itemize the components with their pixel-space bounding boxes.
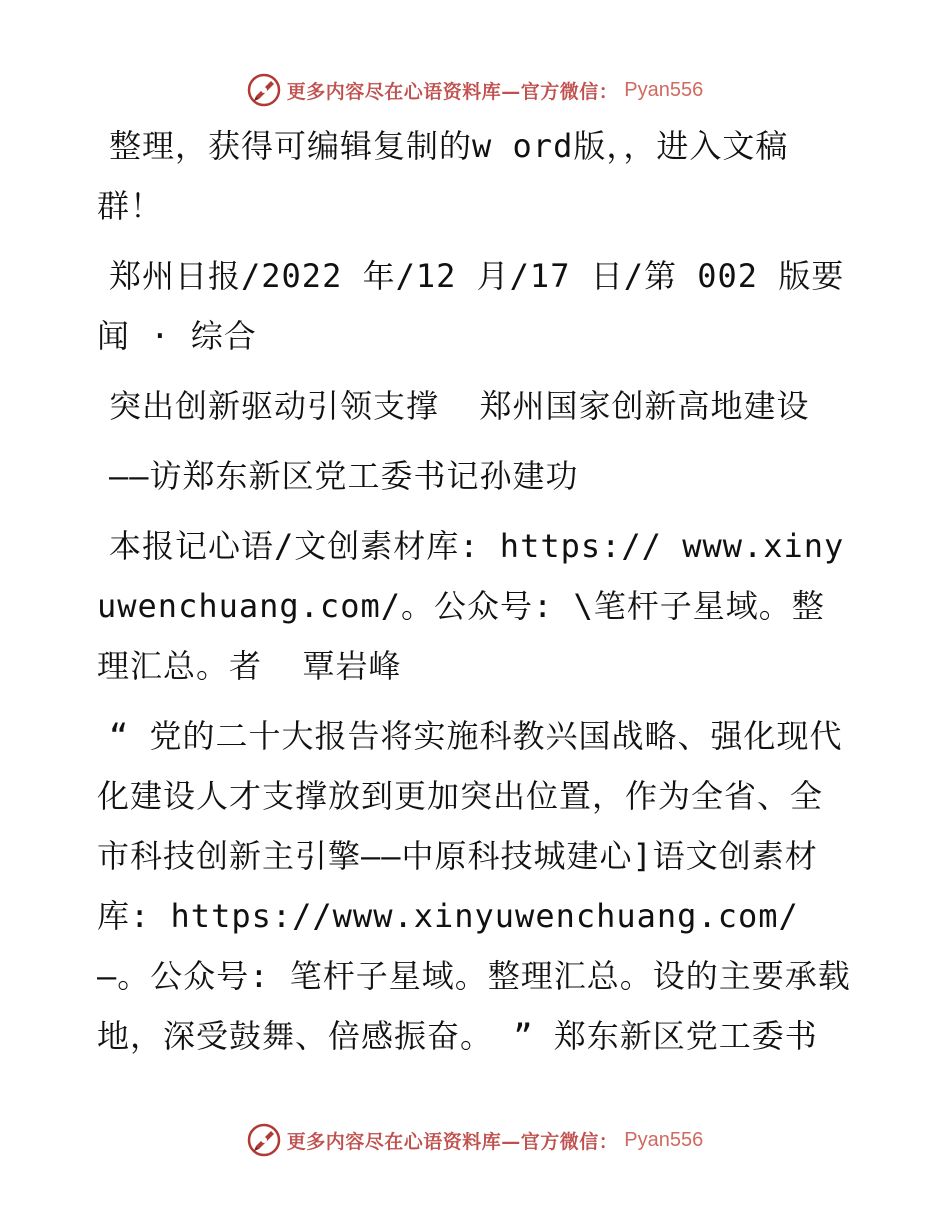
wechat-id: Pyan556 [624,1128,704,1151]
source-line: 郑州日报/2022 年/12 月/17 日/第 002 版要闻 · 综合 [97,257,845,355]
footer-banner [0,1120,950,1160]
logo-icon [247,1123,281,1157]
byline-paragraph: 本报记心语/文创素材库: https:// www.xinyuwenchuang.com/。公众号: \笔杆子星域。整理汇总。者 覃岩峰 [97,527,845,685]
article-subtitle: ——访郑东新区党工委书记孙建功 [109,457,579,495]
intro-paragraph: 整理，获得可编辑复制的w ord版，，进入文稿群！ [97,127,789,225]
body-paragraph: “ 党的二十大报告将实施科教兴国战略、强化现代化建设人才支撑放到更加突出位置，作为全省、全市科技创新主引擎——中原科技城建心]语文创素材库: https://www.xinyuwenchuang.com/—。公众号: 笔杆子星域。整理汇总。设的主要承载地，深受鼓舞、倍感振奋。 ” 郑东新区党工委书 [97,717,851,1055]
wechat-id: Pyan556 [624,78,704,101]
article-title: 突出创新驱动引领支撑 郑州国家创新高地建设 [109,387,810,425]
banner-text: 更多内容尽在心语资料库—官方微信： [286,80,619,103]
logo-icon [247,73,281,107]
document-body [97,116,852,1076]
header-banner [0,70,950,110]
banner-text: 更多内容尽在心语资料库—官方微信： [286,1130,619,1153]
